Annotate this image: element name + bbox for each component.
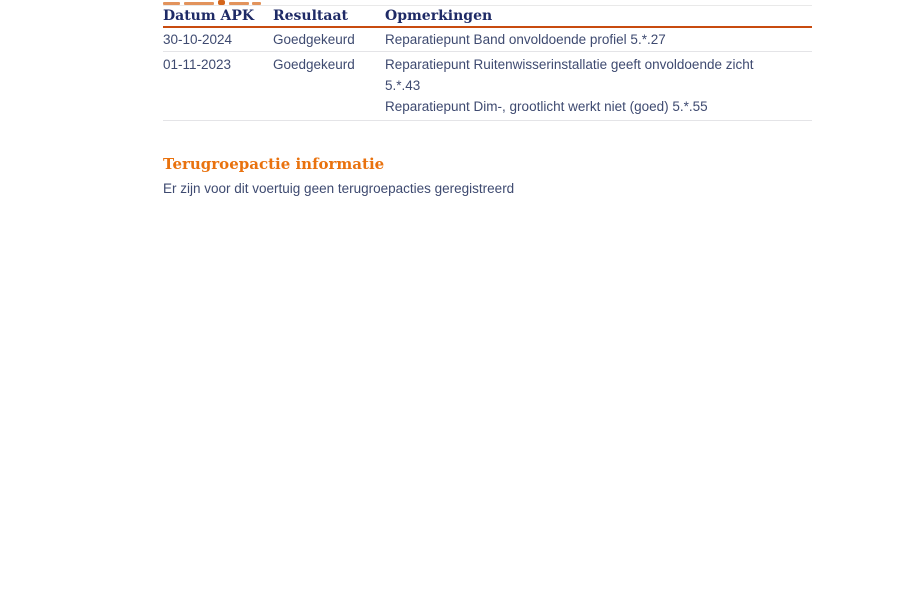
clipped-heading-fragment — [163, 0, 812, 5]
heading-fragment-shape — [184, 2, 214, 5]
column-header-datum-apk: Datum APK — [163, 8, 255, 24]
cell-datum-apk: 30-10-2024 — [163, 32, 233, 47]
recall-section-heading: Terugroepactie informatie — [163, 155, 385, 173]
heading-fragment-shape — [163, 2, 180, 5]
heading-fragment-shape — [252, 2, 261, 5]
column-header-resultaat: Resultaat — [273, 8, 348, 24]
cell-resultaat: Goedgekeurd — [273, 32, 355, 47]
remark-line: Reparatiepunt Band onvoldoende profiel 5.*.27 — [385, 32, 666, 47]
cell-opmerkingen — [385, 28, 783, 51]
remark-line: Reparatiepunt Ruitenwisserinstallatie geeft onvoldoende zicht 5.*.43 — [385, 57, 754, 93]
heading-fragment-shape — [229, 2, 249, 5]
cell-resultaat: Goedgekeurd — [273, 57, 355, 72]
remark-line: Reparatiepunt Dim-, grootlicht werkt niet (goed) 5.*.55 — [385, 99, 708, 114]
cell-opmerkingen — [385, 52, 783, 120]
column-header-opmerkingen: Opmerkingen — [385, 8, 493, 24]
table-row — [163, 28, 812, 52]
report-content — [163, 0, 812, 198]
table-row — [163, 52, 812, 121]
heading-fragment-shape — [218, 0, 225, 5]
cell-datum-apk: 01-11-2023 — [163, 57, 232, 72]
recall-section — [163, 155, 812, 198]
table-header-row — [163, 6, 812, 28]
recall-status-text: Er zijn voor dit voertuig geen terugroepacties geregistreerd — [163, 181, 515, 196]
apk-history-table — [163, 5, 812, 121]
